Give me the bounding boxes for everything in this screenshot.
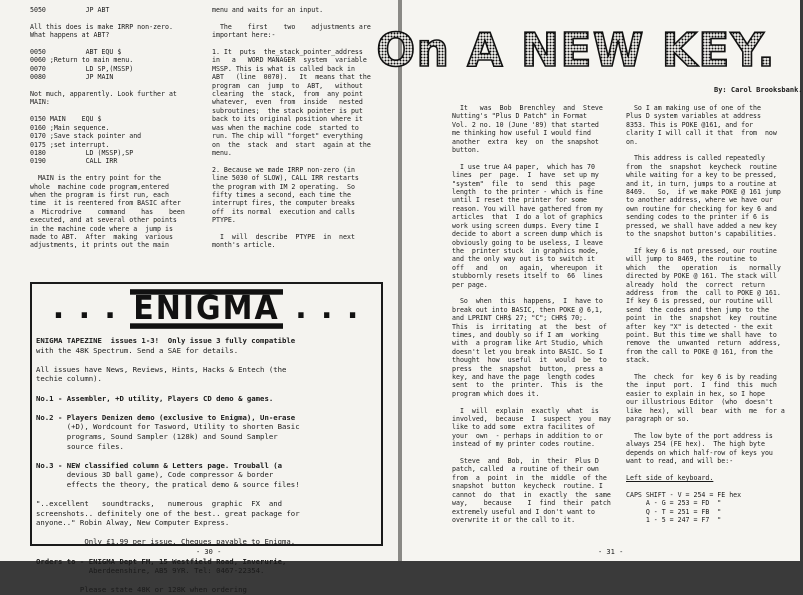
advert-line: anyone.." Robin Alway, New Computer Express.: [36, 518, 230, 528]
right-col1-line: extremely useful and I don't want to: [452, 507, 595, 516]
right-col2-line: to the snapshot button's capabilities.: [626, 230, 777, 239]
left-col2-line: [212, 225, 371, 233]
left-col1-line: 0080 JP MAIN: [30, 73, 114, 82]
advert-line: Please state 48K or 128K when ordering: [36, 585, 247, 595]
right-col2-line: directed by POKE @ 161. The stack will: [626, 272, 777, 281]
advert-line: with the 48K Spectrum. Send a SAE for details.: [36, 345, 239, 355]
right-col1-line: your own - perhaps in addition to or: [452, 431, 603, 440]
right-col2-line: want to read, and will be:-: [626, 457, 734, 466]
left-col1-line: MAIN is the entry point for the: [30, 174, 162, 183]
right-col1-line: the printer stuck in graphics mode,: [452, 246, 599, 255]
left-col2-line: whatever, even from inside nested: [212, 98, 363, 107]
right-col1-line: patch, called a routine of their own: [452, 465, 599, 474]
advert-line: [36, 547, 300, 557]
left-col2-line: fifty times a second, each time the: [212, 190, 351, 199]
advert-line: source files.: [36, 441, 124, 451]
right-col1-line: like to add some extra facilites of: [452, 423, 595, 432]
left-col2-line: clearing the stack, from any point: [212, 90, 363, 99]
right-col1-line: off and on again, whereupon it: [452, 263, 603, 272]
right-col2-line: point in the snapshot key routine: [626, 314, 777, 323]
left-col1-line: 0160 ;Main sequence.: [30, 123, 110, 132]
left-col2-line: I will describe PTYPE in next: [212, 232, 355, 241]
left-col1-line: a Microdrive command has been: [30, 207, 185, 216]
logo-word: ENIGMA: [130, 289, 282, 329]
left-col1-line: adjustments, it prints out the main: [30, 241, 169, 250]
right-col1-line: involved, because I suspect you may: [452, 415, 611, 424]
right-col1-line: another extra key on the snapshot: [452, 137, 599, 146]
right-col2-line: If key 6 is pressed, our routine will: [626, 297, 773, 306]
right-col2-line: Q - T = 251 = FB ": [626, 507, 722, 516]
right-col2-line: our illustrious Editor (who doesn't: [626, 398, 773, 407]
advert-line: Only £1.99 per issue. Cheques payable to Enigma.: [36, 537, 296, 547]
advert-line: Aberdeenshire, AB5 9YR. Tel: 0467-22354.: [36, 566, 265, 576]
left-col2-line: program can jump to ABT, without: [212, 81, 363, 90]
advert-line: No.3 - NEW classified column & Letters page. Trouball (a: [36, 460, 283, 470]
right-col1-line: instead of my printer codes routine.: [452, 440, 595, 449]
left-col1-line: 0150 MAIN EQU $: [30, 115, 102, 124]
right-col1-line: I will explain exactly what is: [452, 406, 599, 415]
right-col2-line: The low byte of the port address is: [626, 431, 773, 440]
right-col2-line: and it, in turn, jumps to a routine at: [626, 179, 777, 188]
left-col1-line: executed, and at several other points: [30, 216, 177, 225]
right-col1-line: "system" file to send this page: [452, 179, 595, 188]
right-col2-line: point. But this time we shall have to: [626, 330, 777, 339]
left-col1-line: Not much, apparently. Look further at: [30, 90, 177, 99]
left-col2-line: [212, 14, 371, 22]
right-col1-line: [452, 398, 611, 406]
right-col1-line: thought how useful it would be to: [452, 356, 607, 365]
left-col2-line: important here:-: [212, 31, 276, 40]
advert-line: screenshots.. definitely one of the best.. great package for: [36, 508, 300, 518]
right-col2-line: send the codes and then jump to the: [626, 305, 769, 314]
right-col1-line: work using screen dumps. Every time I: [452, 221, 599, 230]
right-col2-line: [626, 423, 785, 431]
article-byline: By: Carol Brooksbank.: [714, 86, 803, 94]
left-page: [0, 0, 398, 595]
right-col2-line: sending codes to the printer if 6 is: [626, 213, 769, 222]
left-col2-line: [212, 157, 371, 165]
right-col2-line: always 254 (FE hex). The high byte: [626, 440, 765, 449]
right-col1-line: I use true A4 paper, which has 70: [452, 162, 595, 171]
left-col2-line: back to its original position where it: [212, 115, 363, 124]
logo-suffix: . . .: [295, 291, 361, 326]
right-col1-line: key, and have the page length codes: [452, 373, 595, 381]
right-col2-line: from the snapshot keycheck routine: [626, 162, 777, 171]
right-col1-line: Steve and Bob, in their Plus D: [452, 457, 599, 466]
advert-line: [36, 576, 300, 586]
left-col2-line: month's article.: [212, 241, 276, 250]
advert-line: [36, 490, 300, 500]
right-col2-line: address from the call to POKE @ 161.: [626, 288, 781, 297]
right-col2-line: This address is called repeatedly: [626, 154, 765, 163]
right-col2-line: 8469. So, if we make POKE @ 161 jump: [626, 188, 781, 197]
right-column-1: [452, 104, 611, 524]
left-col1-line: What happens at ABT?: [30, 31, 110, 40]
right-col1-line: [452, 154, 611, 162]
advert-line: All issues have News, Reviews, Hints, Hacks & Entech (the: [36, 364, 287, 374]
right-col2-line: from the call to POKE @ 161, from the: [626, 347, 773, 356]
advert-text: [36, 336, 300, 595]
right-col1-line: It was Bob Brenchley and Steve: [452, 104, 603, 112]
left-col2-line: on the stack and start again at the: [212, 140, 371, 149]
right-col1-line: snapshot button keycheck routine. I: [452, 482, 603, 491]
right-col1-line: overwrite it or the call to it.: [452, 515, 576, 524]
left-top-column-2: [212, 6, 371, 250]
right-col2-line: Plus D system variables at address: [626, 112, 761, 121]
right-col1-line: and LPRINT CHR$ 27; "C"; CHR$ 70;.: [452, 314, 587, 323]
right-col1-line: lines per page. I have set up my: [452, 171, 599, 180]
right-col2-line: like hex), will bear with me for a: [626, 406, 785, 415]
advert-line: (+D), Wordcount for Tasword, Utility to shorten Basic: [36, 422, 300, 432]
right-col2-line: which the operation is normally: [626, 263, 781, 272]
right-col2-line: [626, 239, 785, 247]
right-col1-line: stubbornly resets itself to 66 lines: [452, 272, 603, 281]
left-col2-line: was when the machine code started to: [212, 123, 359, 132]
advert-line: No.2 - Players Denizen demo (exclusive to Enigma), Un-erase: [36, 412, 296, 422]
left-col1-line: 0190 CALL IRR: [30, 157, 118, 166]
left-col1-line: 5050 JP ABT: [30, 6, 110, 14]
right-col1-line: per page.: [452, 280, 488, 289]
advert-line: techie column).: [36, 374, 102, 384]
right-col1-line: length to the printer - which is fine: [452, 188, 603, 197]
left-col1-line: when the program is first run, each: [30, 190, 169, 199]
advert-line: devious 3D ball game), Code compressor & border: [36, 470, 274, 480]
left-col2-line: MSSP. This is what is called back in: [212, 64, 355, 73]
right-col2-line: to another address, where we have our: [626, 196, 773, 205]
advert-line: [36, 451, 300, 461]
left-col2-line: 1. It puts the_stack_pointer_address: [212, 48, 363, 57]
right-col1-line: me thinking how useful I would find: [452, 129, 591, 138]
left-top-column-1: [30, 6, 185, 250]
left-col1-line: MAIN:: [30, 98, 50, 107]
right-col2-line: 8353. This is POKE @161, and for: [626, 120, 754, 129]
right-col1-line: articles that I do a lot of graphics: [452, 213, 603, 222]
right-col2-line: [626, 146, 785, 154]
right-column-2: [626, 104, 785, 524]
article-title-banner: [376, 14, 776, 80]
advert-line: "..excellent soundtracks, numerous graphic FX and: [36, 499, 283, 509]
right-col2-line: remove the unwanted return address,: [626, 339, 781, 348]
right-col2-line: the input port. I find this much: [626, 381, 777, 390]
left-col1-line: 0060 ;Return to main menu.: [30, 56, 134, 65]
right-col2-line: So I am making use of one of the: [626, 104, 761, 112]
right-col1-line: sent to the printer. This is the: [452, 381, 603, 390]
right-col1-line: So when this happens, I have to: [452, 297, 603, 306]
right-col1-line: with a program like Art Studio, which: [452, 339, 603, 348]
left-col2-line: run. The chip will "forget" everything: [212, 132, 363, 141]
left-col1-line: 0070 LD SP,(MSSP): [30, 64, 134, 73]
right-col1-line: [452, 289, 611, 297]
right-col2-line: 1 - 5 = 247 = F7 ": [626, 515, 722, 524]
page-number-left: - 30 -: [196, 548, 222, 556]
left-col2-line: ABT (line 0070). It means that the: [212, 73, 371, 82]
left-col2-line: menu and waits for an input.: [212, 6, 324, 14]
advert-line: [36, 355, 300, 365]
left-col1-line: [30, 14, 185, 22]
right-col2-line: Left side of keyboard.: [626, 473, 714, 482]
left-col2-line: 2. Because we made IRRP non-zero (in: [212, 165, 355, 174]
left-col2-line: interrupt fires, the computer breaks: [212, 199, 355, 208]
left-col2-line: the program with IM 2 operating. So: [212, 182, 355, 191]
right-col2-line: [626, 365, 785, 373]
right-col1-line: press the snapshot button, press a: [452, 364, 603, 373]
left-col2-line: The first two adjustments are: [212, 22, 371, 31]
left-col1-line: [30, 40, 185, 48]
right-col1-line: cannot do that in exactly the same: [452, 490, 611, 499]
left-col1-line: time it is reentered from BASIC after: [30, 199, 181, 208]
left-col1-line: 0170 ;Save stack pointer and: [30, 132, 142, 141]
right-col1-line: This is irritating at the best of: [452, 322, 607, 331]
right-col2-line: A - G = 253 = FD ": [626, 499, 722, 508]
right-page: [376, 0, 803, 561]
right-col1-line: reason. You will have gathered from my: [452, 204, 603, 213]
right-col1-line: Nutting's "Plus D Patch" in Format: [452, 112, 587, 121]
right-col1-line: doesn't let you break into BASIC. So I: [452, 347, 603, 356]
right-col1-line: and the only way out is to switch it: [452, 255, 595, 264]
right-col2-line: depends on which half-row of keys you: [626, 448, 773, 457]
right-col1-line: from a point in the middle of the: [452, 473, 607, 482]
right-col2-line: stack.: [626, 356, 650, 365]
left-col1-line: in the machine code where a jump is: [30, 224, 173, 233]
right-col2-line: [626, 482, 785, 490]
left-col1-line: [30, 107, 185, 115]
advert-line: [36, 384, 300, 394]
right-col1-line: Vol. 2 no. 10 (June '89) that started: [452, 120, 599, 129]
right-col2-line: pressed, we shall have added a new key: [626, 221, 777, 230]
right-col1-line: program which does it.: [452, 389, 540, 398]
left-col2-line: line 5030 of SLOW), CALL IRR restarts: [212, 174, 359, 183]
right-col1-line: obviously going to be useless, I leave: [452, 238, 603, 247]
advert-line: [36, 403, 300, 413]
right-col2-line: own routine for checking for key 6 and: [626, 204, 777, 213]
left-col2-line: off its normal execution and calls: [212, 207, 355, 216]
advert-line: Orders to - ENIGMA Dept FM, 15 Westfield Road, Inverurie,: [36, 556, 287, 566]
right-col2-line: paragraph or so.: [626, 415, 690, 424]
right-col2-line: easier to explain in hex, so I hope: [626, 389, 765, 398]
left-col2-line: menu.: [212, 148, 232, 157]
right-col2-line: [626, 465, 785, 473]
right-col2-line: while waiting for a key to be pressed,: [626, 171, 777, 180]
right-col2-line: will jump to 8469, the routine to: [626, 255, 758, 264]
right-col2-line: CAPS SHIFT - V = 254 = FE hex: [626, 490, 742, 499]
right-col1-line: [452, 449, 611, 457]
left-col1-line: made to ABT. After making various: [30, 232, 173, 241]
left-col1-line: 0175 ;set interrupt.: [30, 140, 110, 149]
advert-line: No.1 - Assembler, +D utility, Players CD demo & games.: [36, 393, 274, 403]
logo-prefix: . . .: [52, 291, 118, 326]
advert-line: effects the theory, the pratical demo & source files!: [36, 479, 300, 489]
right-col2-line: after key "X" is detected - the exit: [626, 322, 773, 331]
right-col2-line: already hold the correct return: [626, 280, 765, 289]
right-col1-line: until I reset the printer for some: [452, 196, 587, 205]
left-col1-line: 0050 ABT EQU $: [30, 48, 122, 57]
right-col1-line: break out into BASIC, then POKE @ 6,1,: [452, 305, 603, 314]
left-col1-line: [30, 82, 185, 90]
enigma-logo: [32, 290, 381, 328]
right-col1-line: times, and doubly so if I am working: [452, 330, 599, 339]
right-col1-line: decide to abort a screen dump which is: [452, 230, 603, 239]
right-col1-line: way, because I find their patch: [452, 499, 611, 508]
right-col1-line: button.: [452, 146, 480, 155]
right-col2-line: on.: [626, 137, 638, 146]
left-col1-line: whole machine code program,entered: [30, 182, 169, 191]
left-col1-line: 0180 LD (MSSP),SP: [30, 148, 134, 157]
left-col1-line: All this does is make IRRP non-zero.: [30, 22, 173, 31]
left-col2-line: in a WORD MANAGER system variable: [212, 56, 367, 65]
right-col2-line: clarity I will call it that from now: [626, 129, 777, 138]
page-number-right: - 31 -: [598, 548, 624, 556]
right-col2-line: The check for key 6 is by reading: [626, 373, 777, 381]
left-col2-line: [212, 40, 371, 48]
left-col2-line: PTYPE.: [212, 216, 236, 225]
left-col2-line: subroutines; the stack pointer is put: [212, 106, 363, 115]
advert-line: [36, 528, 300, 538]
article-title: On A NEW KEY.: [376, 23, 776, 77]
right-col2-line: If key 6 is not pressed, our routine: [626, 246, 777, 255]
advert-line: ENIGMA TAPEZINE issues 1-3! Only issue 3 fully compatible: [36, 336, 296, 345]
left-col1-line: [30, 166, 185, 174]
advert-line: programs, Sound Sampler (128k) and Sound Sampler: [36, 431, 278, 441]
